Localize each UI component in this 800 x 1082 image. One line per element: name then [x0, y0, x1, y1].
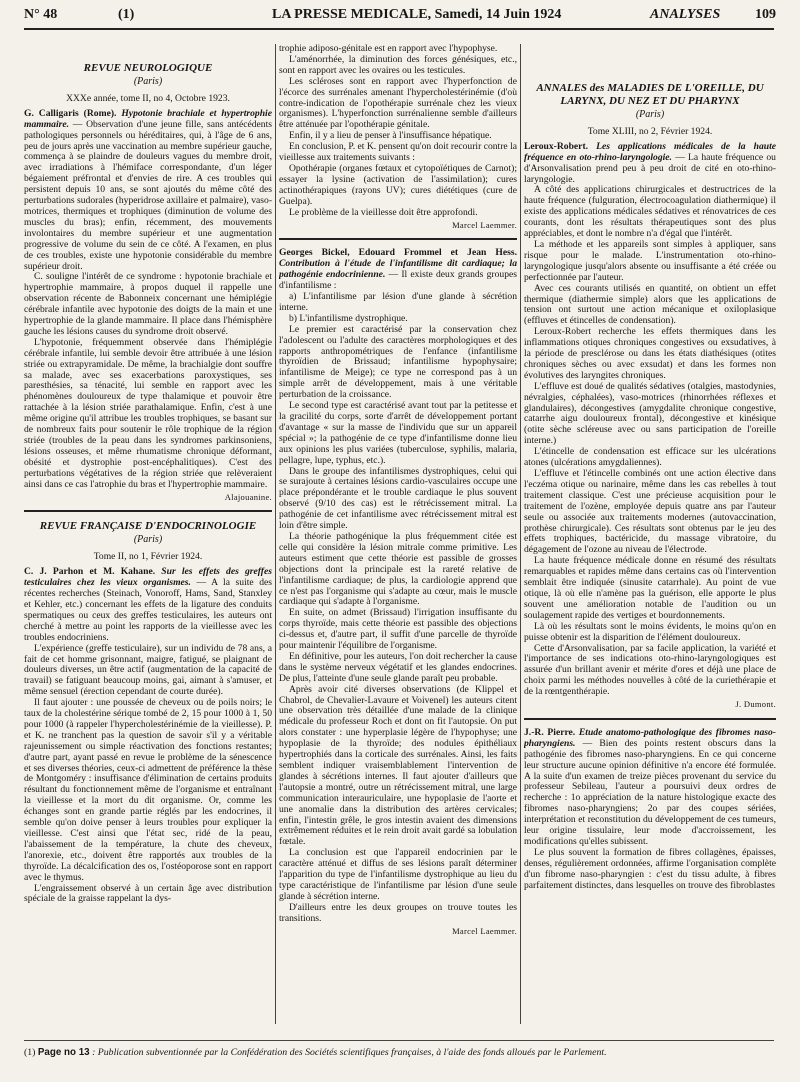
article-paragraph: Enfin, il y a lieu de penser à l'insuffisance hépatique. — [289, 130, 492, 142]
article-paragraph: D'ailleurs entre les deux groupes on trouve toutes les transitions. — [279, 901, 517, 924]
article-paragraph: C. souligne l'intérêt de ce syndrome : hypotonie brachiale et hypertrophie mammaire, à propos duquel il rappelle une observation récente de Babonneix concernant une hémiplégie cérébrale infantile avec hypotonie des doigts de la main et une hypertrophie de la glande mammaire. Il place dans l'hémisphère gauche les lésions causes du syndrome droit observé. — [24, 271, 272, 337]
article-paragraph: La théorie pathogénique la plus fréquemment citée est celle qui considère la lésion mitrale comme primitive. Les auteurs estiment que cette théorie est passible de grosses objections dont la principale est la rareté relative de l'infantilisme cardiaque; de plus, la cardiologie apprend que ce n'est pas l'organisme qui s'adapte au cœur, mais le muscle cardiaque qui s'adapte à l'organisme. — [279, 530, 517, 608]
article-paragraph: Leroux-Robert recherche les effets thermiques dans les inflammations otiques chroniques congestives ou exsudatives, à la période de presclérose ou dans les états diathésiques (otites chroniques sèches ou avec exsudat) et dans les formes non évolutives des laryngites chroniques. — [524, 326, 776, 381]
review-city: (Paris) — [133, 76, 163, 87]
column-middle — [279, 44, 517, 1024]
article-author: Leroux-Robert. — [524, 140, 589, 152]
article-title: Etude anatomo-pathologique des fibromes naso-pharyngiens. — [524, 726, 776, 749]
review-issue: Tome XLIII, no 2, Février 1924. — [587, 125, 713, 137]
article-paragraph: J.-R. Pierre. Etude anatomo-pathologique des fibromes naso-pharyngiens. — Bien des points restent obscurs dans la pathogénie des fibromes naso-pharyngiens. En ce qui concerne leur structure aucune opinion définitive n'a encore été formulée. A la suite d'un examen de treize pièces provenant du service du professeur Sebileau, l'auteur a poursuivi deux ordres de recherche : 1o appréciation de la nature histologique exacte des fibromes naso-pharyngiens; 2o par des coupes sériées, interprétation et reconstitution du développement de ces tumeurs, leur origine tissulaire, leur mode d'accroissement, les modifications qu'elles subissent. — [524, 726, 776, 847]
article-paragraph: En définitive, pour les auteurs, l'on doit rechercher la cause dans le système nerveux végétatif et les glandes endocrines. De plus, l'atteinte d'une seule glande paraît peu probable. — [279, 650, 517, 684]
article-paragraph: La conclusion est que l'appareil endocrinien par le caractère atténué et diffus de ses lésions paraît déterminer l'apparition du type de l'infantilisme dystrophique au lieu du type caractéristique de l'infantilisme par lésion d'une seule glande à sécrétion interne. — [279, 847, 517, 902]
article-paragraph: trophie adiposo-génitale est en rapport avec l'hypophyse. — [279, 44, 498, 54]
article-signature: Marcel Laemmer. — [452, 219, 517, 230]
footnote-page-ref: Page no 13 — [37, 1047, 90, 1058]
article-paragraph: Le problème de la vieillesse doit être approfondi. — [289, 206, 478, 218]
footnote-text: : Publication subventionnée par la Confédération des Sociétés scientifiques françaises, à l'aide des fonds alloués par le Parlement. — [92, 1047, 607, 1058]
article-signature: J. Dumont. — [735, 699, 776, 710]
column-right — [524, 44, 776, 1024]
review-city: (Paris) — [635, 109, 665, 120]
article-paragraph: C. J. Parhon et M. Kahane. Sur les effets des greffes testiculaires chez les vieux organismes. — A la suite des récentes recherches (Steinach, Vonoroff, Hams, Sand, Stanxley et Kehler, etc.) concernant les effets de la ligature des conduits spermatiques ou ceux des greffes testiculaires, les auteurs ont cherché à mettre au point les rapports de la vieillesse avec les troubles endocriniens. — [24, 566, 272, 643]
article-paragraph: L'hypotonie, fréquemment observée dans l'hémiplégie cérébrale infantile, lui semble devoir être attribuée à une lésion striée ou extrapyramidale. De même, la brachialgie dont souffre sa malade, avec ses exacerbations paroxystiques, ses paresthésies, sa ténacité, lui semble en rapport avec les phénomènes douloureux de type thalamique et pouvoir être rattachée à la lésion striée parathalamique. Enfin, c'est à une même origine qu'il attribue les troubles trophiques, se basant sur de nombreux faits pour soutenir le rôle trophique de la région striée (troubles de la peau dans les syndromes parkinsoniens, lésions osseuses, et même rhumatisme chronique déformant, obésité et dystrophie post-encéphalitiques). C'est des perturbations végétatives de la région striée que relèveraient ainsi dans ce cas l'atrophie du bras et l'hypertrophie mammaire. — [24, 336, 272, 490]
article-paragraph: Les scléroses sont en rapport avec l'hyperfonction de l'écorce des surrénales amenant l'hypercholestérinémie (d'où contre-indication de l'opothérapie surrénale chez les vieux organismes). L'hyperfonction surrénalienne semble d'ailleurs être atténuée par l'opothérapie génitale. — [279, 75, 517, 131]
review-issue: Tome II, no 1, Février 1924. — [93, 551, 203, 563]
article-paragraph: Avec ces courants utilisés en quantité, on obtient un effet thermique (diathermie simple) alors que les applications de tension ont surtout une action mécanique et oxiloplasique (effluves et étincelles de condensation). — [524, 282, 776, 327]
article-signature: Alajouanine. — [224, 491, 272, 502]
journal-title: LA PRESSE MEDICALE, Samedi, 14 Juin 1924 — [272, 7, 562, 22]
review-city: (Paris) — [133, 534, 163, 546]
article-paragraph: Leroux-Robert. Les applications médicales de la haute fréquence en oto-rhino-laryngologie. — La haute fréquence ou d'Arsonvalisation prend peu à peu droit de cité en oto-rhino-laryngologie. — [524, 140, 776, 185]
article-author: C. J. Parhon et M. Kahane. — [24, 566, 156, 578]
article-paragraph: Georges Bickel, Edouard Frommel et Jean Hess. Contribution à l'étude de l'infantilisme dit cardiaque; la pathogénie endocrinienne. — Il existe deux grands groupes d'infantilisme : — [279, 247, 517, 292]
header-note-marker: (1) — [118, 7, 135, 22]
review-heading: REVUE FRANÇAISE D'ENDOCRINOLOGIE — [39, 520, 257, 533]
running-header — [24, 4, 774, 30]
column-rule — [520, 44, 521, 1024]
article-title: Les applications médicales de la haute fréquence en oto-rhino-laryngologie. — [524, 140, 776, 163]
review-issue: XXXe année, tome II, no 4, Octobre 1923. — [66, 92, 230, 104]
article-paragraph: L'étincelle de condensation est efficace sur les ulcérations atones (ulcérations amygdaliennes). — [524, 446, 776, 469]
article-paragraph: a) L'infantilisme par lésion d'une glande à sécrétion interne. — [279, 291, 517, 313]
article-author: Georges Bickel, Edouard Frommel et Jean Hess. — [279, 247, 517, 259]
article-paragraph: Le second type est caractérisé avant tout par la petitesse et la gracilité du corps, sorte d'arrêt de développement portant d'avantage « sur la masse de l'individu que sur un appareil spécial »; la pathogénie de ce type d'infantilisme donne lieu aux opinions les plus variées (tuberculose, syphilis, malaria, pellagre, lupe, typhus, etc.). — [279, 400, 517, 466]
page-footnote — [24, 1040, 774, 1058]
article-paragraph: La haute fréquence médicale donne en résumé des résultats remarquables et rapides même dans certains cas où l'intervention semblait être indiquée (sinusite catarrhale). Au point de vue otique, là où elle n'amène pas la guérison, elle apporte le plus souvent une amélioration notable de l'audition ou un soulagement rapide des vertiges et bourdonnements. — [524, 555, 776, 621]
article-paragraph: Là où les résultats sont le moins évidents, le moins qu'on en puisse obtenir est la disparition de l'élément douloureux. — [524, 620, 776, 643]
article-paragraph: Opothérapie (organes fœtaux et cytopoïétiques de Carnot); essayer la lysine (activation de l'assimilation); cures actinothérapiques (rayons UV); cures diététiques (cure de Guelpa). — [279, 162, 517, 207]
section-separator — [524, 718, 776, 720]
article-author: G. Calligaris (Rome). — [24, 107, 117, 119]
article-paragraph: Après avoir cité diverses observations (de Klippel et Chabrol, de Chevalier-Lavaure et Voivenel) les auteurs citent une observation très détaillée d'une malade de la clinique médicale du professeur Roch et dont on fit l'autopsie. On put alors constater : une hyperplasie légère de l'hypophyse; une hypoplasie de la thyroïde; des nodules épithéliaux hypertrophiés dans la corticale des surrénales. Ainsi, les faits semblent indiquer vraisemblablement l'intervention de glandes à sécrétions internes. Il faut ajouter d'ailleurs que l'autopsie a montré, outre un rétrécissement mitral, une large communication interauriculaire, une hypoplasie de l'aorte et une anomalie dans la distribution des artères cervicales; enfin, l'intestin grêle, le gros intestin avaient des dimensions extrêmement réduites et le rein droit avait gardé sa lobulation fœtale. — [279, 683, 517, 848]
article-paragraph: En conclusion, P. et K. pensent qu'on doit recourir contre la vieillesse aux traitements suivants : — [279, 141, 517, 164]
article-paragraph: L'expérience (greffe testiculaire), sur un individu de 78 ans, a fait de cet homme grisonnant, maigre, fatigué, se plaignant de douleurs diverses, un être actif (augmentation de la capacité de travail) se fatiguant beaucoup moins, gai, aimant à s'amuser, et même sensuel (érection cependant de courte durée). — [24, 642, 272, 698]
column-rule — [275, 44, 276, 1024]
issue-number: N° 48 — [24, 7, 58, 22]
section-separator — [24, 510, 272, 512]
article-paragraph: L'aménorrhée, la diminution des forces génésiques, etc., sont en rapport avec les ovaires ou les testicules. — [279, 53, 517, 76]
article-paragraph: En suite, on admet (Brissaud) l'irrigation insuffisante du corps thyroïde, mais cette théorie est passible des objections ci-dessus et, d'autre part, il suffit d'une parcelle de thyroïde pour maintenir l'équilibre de l'organisme. — [279, 607, 517, 652]
article-paragraph: Dans le groupe des infantilismes dystrophiques, celui qui se surajoute à certaines lésions cardio-vasculaires occupe une place prépondérante et le trouble cardiaque le plus souvent observé (9/10 des cas) est le rétrécissement mitral. La pathogénie de cet infantilisme avec rétrécissement mitral est loin d'être simple. — [279, 465, 517, 532]
article-title: Contribution à l'étude de l'infantilisme dit cardiaque; la pathogénie endocrinienne. — [279, 258, 517, 281]
article-author: J.-R. Pierre. — [524, 726, 576, 738]
article-paragraph: L'engraissement observé à un certain âge avec distribution spéciale de la graisse rappelant la dys- — [24, 882, 272, 905]
article-paragraph: Cette d'Arsonvalisation, par sa facile application, la variété et l'importance de ses indications oto-rhino-laryngologiques est assurée d'un brillant avenir et mérite d'ores et déjà une place de choix parmi les méthodes nouvelles à côté de la curiethérapie et de la rœntgenthérapie. — [524, 642, 776, 698]
review-heading: REVUE NEUROLOGIQUE — [83, 62, 213, 74]
article-paragraph: L'effluve et l'étincelle combinés ont une action élective dans l'eczéma otique ou narinaire, même dans les cas rebelles à tout traitement classique. C'est une précieuse acquisition pour le traitement de l'ozène, employée depuis quatre ans par l'auteur seule ou associée aux traitements modernes (autovaccination, prothèse chirurgicale). Ces résultats sont obtenus par le jeu des effets trophiques, bactéricide, du massage vibratoire, du dégagement de l'ozone au niveau de l'électrode. — [524, 468, 776, 556]
section-name: ANALYSES — [650, 7, 721, 22]
review-heading: ANNALES des MALADIES DE L'OREILLE, DU LARYNX, DU NEZ ET DU PHARYNX — [536, 82, 764, 107]
article-paragraph: A côté des applications chirurgicales et destructrices de la haute fréquence (fulguration, électrocoagulation diathermique) il existe des applications médicales sédatives et rénovatrices de ces courants, dont les résultats thérapeutiques sont des plus appréciables, et dont le nombre n'a d'égal que l'intérêt. — [524, 184, 776, 240]
footnote-marker: (1) — [24, 1047, 36, 1058]
section-separator — [279, 238, 517, 240]
article-paragraph: Il faut ajouter : une poussée de cheveux ou de poils noirs; le taux de la cholestérine sérique tombé de 2, 15 pour 1000 à 1, 50 pour 1000 (à rappeler l'hypercholestérinémie de la vieillesse). P. et K. ne tranchent pas la question de savoir s'il y a véritable rajeunissement ou simple réactivation des fonctions restantes; d'autre part, ayant passé en revue le problème de la sénescence et ses diverses théories, ceux-ci admettent de préférence la thèse de Montgoméry : insuffisance d'élimination de certains produits résultant du fonctionnement même de l'organisme et entraînant la vieillesse et la mort du dit organisme. Or, comme les échanges sont en grande partie réglés par les endocrines, il semble qu'on doive penser à leurs troubles pour expliquer la vieillesse. C'est ainsi que l'état sec, ridé de la peau, l'abaissement de la température, la chute des cheveux, l'anorexie, etc., doivent être rapportés aux troubles de la thyroïde. La décalcification des os, l'ostéoporose sont en rapport avec le thymus. — [24, 697, 272, 883]
article-title: Sur les effets des greffes testiculaires chez les vieux organismes. — [24, 566, 272, 589]
article-paragraph: b) L'infantilisme dystrophique. — [289, 312, 408, 324]
article-paragraph: L'effluve est doué de qualités sédatives (otalgies, mastodynies, névralgies, céphalées), vaso-motrices (rhinorrhées réflexes et glandulaires), décongestives (amygdalite chronique congestive, catarrhe aigu douloureux frontal), décongestive et kinésique (otite sèche scléreuse avec ou sans participation de l'oreille interne.) — [524, 380, 776, 447]
article-title: Hypotonie brachiale et hypertrophie mammaire. — [24, 107, 272, 130]
article-paragraph: Le plus souvent la formation de fibres collagènes, épaisses, denses, régulièrement ordonnées, affirme l'organisation complète d'un fibrome naso-pharyngien : c'est du tissu adulte, à fibres parfaitement distinctes, dans lesquelles on trouve des fibroblastes — [524, 846, 776, 891]
article-paragraph: La méthode et les appareils sont simples à appliquer, sans risque pour le malade. L'instrumentation oto-rhino-laryngologique jusqu'alors absente ou insuffisante a été créée ou perfectionnée par l'auteur. — [524, 238, 776, 283]
page-number: 109 — [755, 7, 776, 22]
article-paragraph: Le premier est caractérisé par la conservation chez l'adolescent ou l'adulte des caractères morphologiques et des rapports anthropométriques de l'enfance (infantilisme thyroïdien de Brissaud; infantilisme hypophysaire; infantilisme de Meige); ce type ne correspond pas à un simple arrêt de développement, mais à une véritable perturbation de la croissance. — [279, 323, 517, 401]
article-paragraph: G. Calligaris (Rome). Hypotonie brachiale et hypertrophie mammaire. — Observation d'une jeune fille, sans antécédents pathologiques personnels ou héréditaires, qui, à l'âge de 6 ans, peu de jours après une vaccination au membre supérieur gauche, commença à se plaindre de douleurs vagues du membre droit, avec irradiations à l'hémiface correspondante, d'un léger bégaiement préfrontal et d'envies de rire. A ces troubles qui persistent depuis 10 ans, se sont ajoutés du même côté des perturbations sudorales (hyperidrose axillaire et palmaire), vaso-motrices, thermiques et trophiques (diminution de volume des muscles du bras); enfin, récemment, des mouvements involontaires du membre supérieur et une augmentation progressive de volume du sein de ce côté. A l'examen, en plus de ces troubles, existe une hypotonie considérable du membre supérieur droit. — [24, 107, 272, 272]
column-left — [24, 44, 272, 1024]
article-signature: Marcel Laemmer. — [452, 925, 517, 936]
